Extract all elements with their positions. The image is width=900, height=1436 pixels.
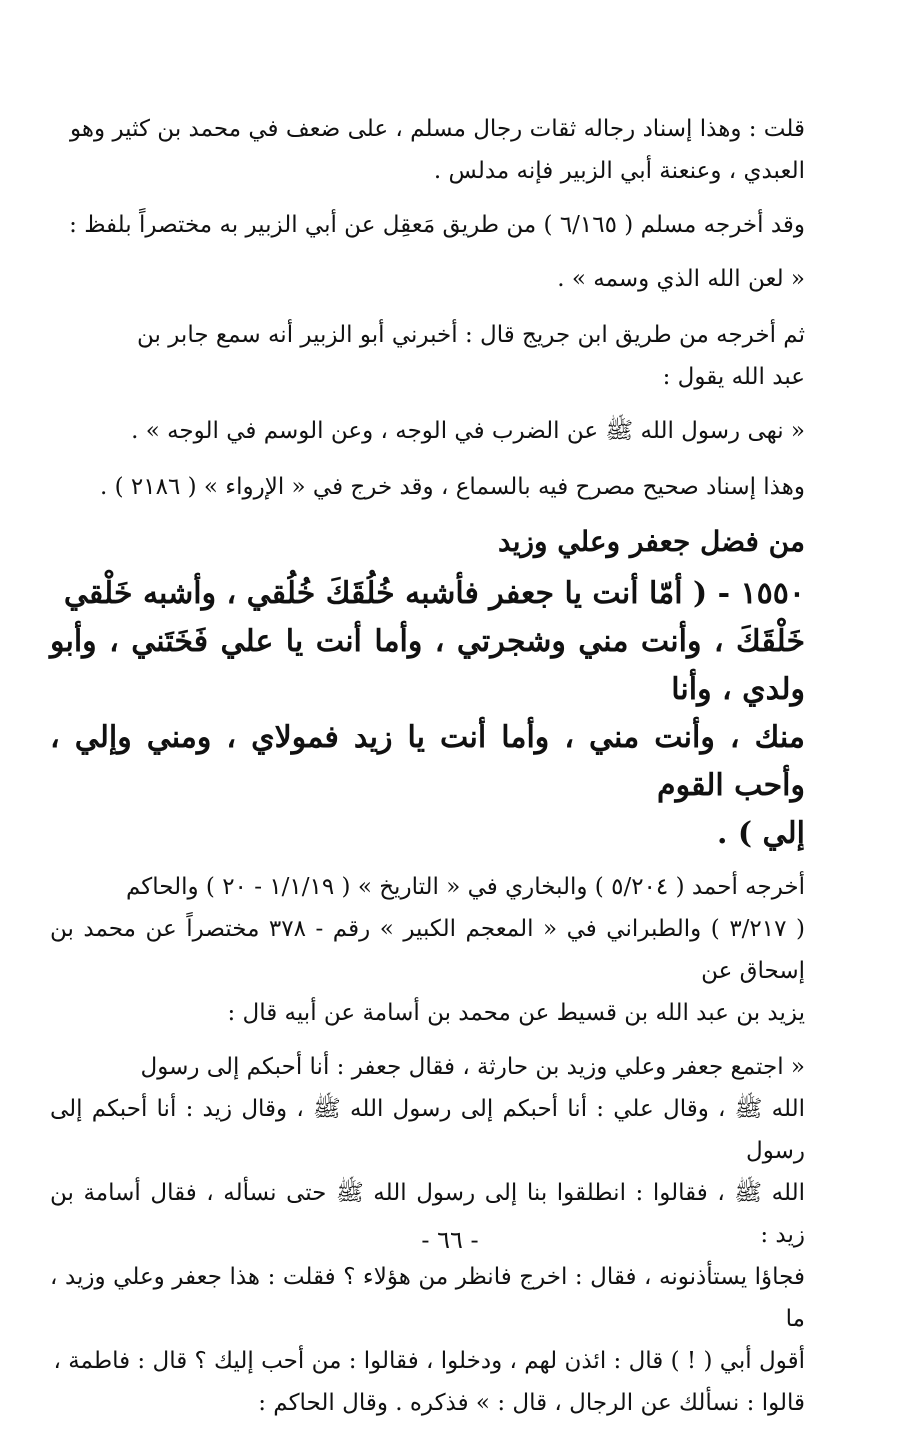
hadith-line: منك ، وأنت مني ، وأما أنت يا زيد فمولاي ، ومني وإلي ، وأحب القوم: [50, 720, 805, 803]
text-line: فجاؤا يستأذنونه ، فقال : اخرج فانظر من هؤلاء ؟ فقلت : هذا جعفر وعلي وزيد ، ما: [50, 1264, 805, 1332]
hadith-line: ١٥٥٠ - ( أمّا أنت يا جعفر فأشبه خُلُقَكَ خُلُقي ، وأشبه خَلْقي: [63, 576, 805, 611]
paragraph-4: [50, 314, 805, 398]
text-line: أقول أبي ( ! ) قال : ائذن لهم ، ودخلوا ، فقالوا : من أحب إليك ؟ قال : فاطمة ،: [53, 1348, 805, 1374]
quote-2: [50, 410, 805, 452]
text-line: « نهى رسول الله ﷺ عن الضرب في الوجه ، وعن الوسم في الوجه » .: [131, 418, 805, 444]
text-line: وقد أخرجه مسلم ( ٦/١٦٥ ) من طريق مَعقِل عن أبي الزبير به مختصراً بلفظ :: [69, 212, 805, 238]
text-line: ثم أخرجه من طريق ابن جريج قال : أخبرني أبو الزبير أنه سمع جابر بن: [137, 322, 805, 348]
text-line: وهذا إسناد صحيح مصرح فيه بالسماع ، وقد خرج في « الإرواء » ( ٢١٨٦ ) .: [100, 474, 805, 500]
paragraph-1: [50, 108, 805, 192]
hadith-text: [50, 570, 805, 858]
paragraph-2: [50, 204, 805, 246]
hadith-line: خَلْقَكَ ، وأنت مني وشجرتي ، وأما أنت يا علي فَخَتَني ، وأبو ولدي ، وأنا: [50, 624, 805, 707]
text-line: « اجتمع جعفر وعلي وزيد بن حارثة ، فقال جعفر : أنا أحبكم إلى رسول: [140, 1054, 805, 1080]
text-line: الله ﷺ ، فقالوا : انطلقوا بنا إلى رسول الله ﷺ حتى نسأله ، فقال أسامة بن زيد :: [50, 1180, 805, 1248]
page-number: - ٦٦ -: [421, 1226, 479, 1254]
text-line: « لعن الله الذي وسمه » .: [557, 266, 805, 292]
takhrij-paragraph: [50, 866, 805, 1034]
paragraph-6: [50, 466, 805, 508]
text-line: العبدي ، وعنعنة أبي الزبير فإنه مدلس .: [433, 158, 805, 184]
text-line: عبد الله يقول :: [662, 364, 805, 390]
text-line: أخرجه أحمد ( ٥/٢٠٤ ) والبخاري في « التاريخ » ( ١/١/١٩ - ٢٠ ) والحاكم: [125, 874, 805, 900]
text-line: الله ﷺ ، وقال علي : أنا أحبكم إلى رسول الله ﷺ ، وقال زيد : أنا أحبكم إلى رسول: [50, 1096, 805, 1164]
text-line: قلت : وهذا إسناد رجاله ثقات رجال مسلم ، على ضعف في محمد بن كثير وهو: [70, 116, 805, 142]
text-line: ( ٣/٢١٧ ) والطبراني في « المعجم الكبير » رقم - ٣٧٨ مختصراً عن محمد بن إسحاق عن: [50, 916, 805, 984]
text-line: قالوا : نسألك عن الرجال ، قال : » فذكره . وقال الحاكم :: [258, 1390, 805, 1416]
quote-1: [50, 258, 805, 300]
hadith-line: إلي ) .: [716, 816, 805, 851]
text-line: يزيد بن عبد الله بن قسيط عن محمد بن أسامة عن أبيه قال :: [227, 1000, 805, 1026]
section-heading: من فضل جعفر وعلي وزيد: [498, 525, 805, 558]
